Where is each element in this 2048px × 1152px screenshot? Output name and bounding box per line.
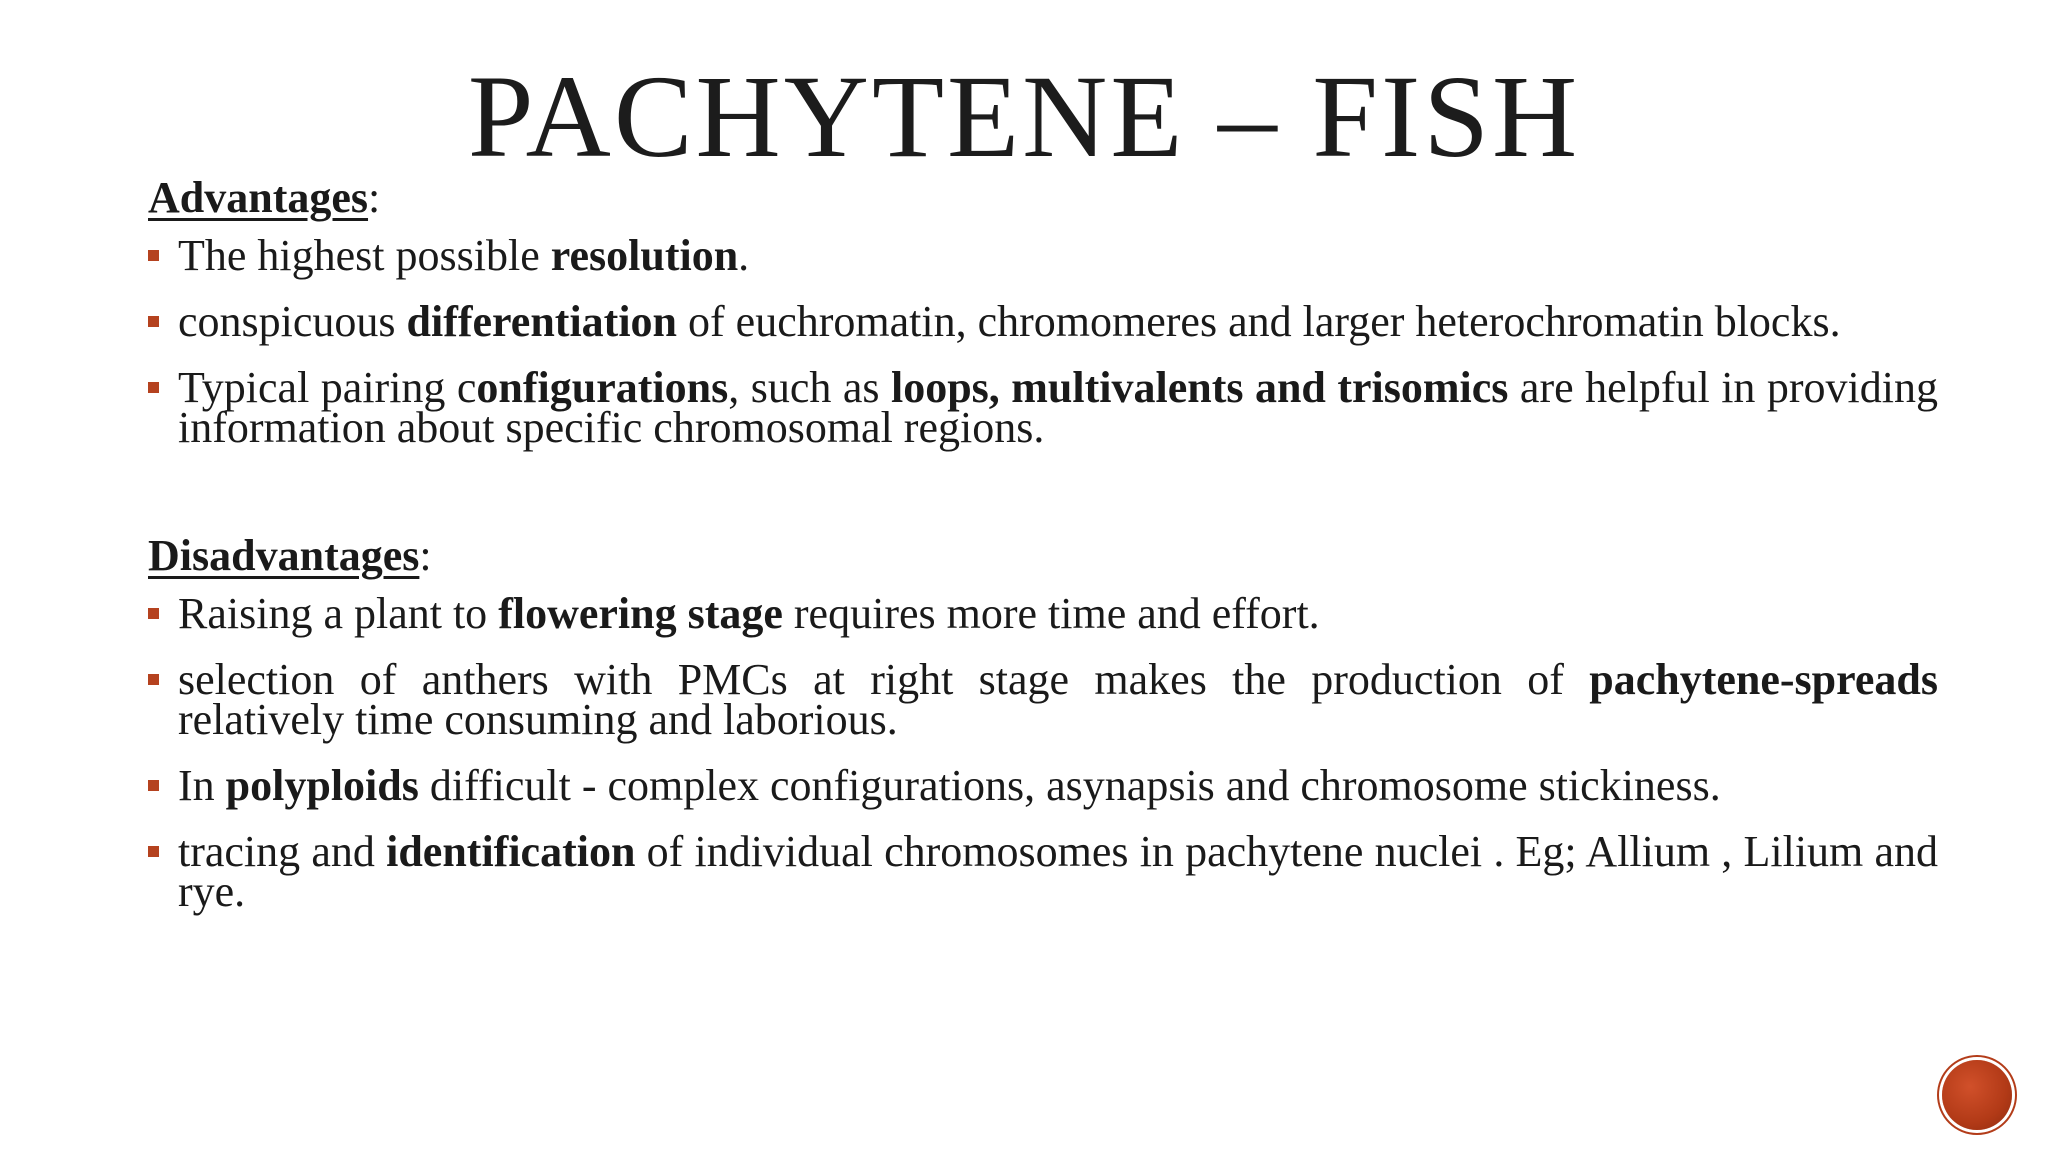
disadvantage-item — [148, 589, 1938, 638]
square-bullet-icon — [148, 250, 159, 261]
text: tracing and — [178, 827, 387, 876]
bold-text: differentiation — [406, 297, 678, 346]
text: difficult - complex configurations, asynapsis and chromosome stickiness. — [418, 761, 1721, 810]
text: are helpful in providing information about specific chromosomal regions. — [178, 363, 1938, 452]
slide-content — [148, 173, 1938, 938]
disadvantage-item — [148, 827, 1938, 916]
bold-text: pachytene-spreads — [1589, 655, 1938, 704]
disadvantages-heading — [148, 531, 1938, 580]
disadvantage-item — [148, 761, 1938, 810]
advantage-item — [148, 363, 1938, 452]
text: of euchromatin, chromomeres and larger heterochromatin blocks. — [677, 297, 1841, 346]
text: The highest possible — [178, 231, 551, 280]
text: . — [738, 231, 750, 280]
text: conspicuous — [178, 297, 407, 346]
slide-title: PACHYTENE – FISH — [467, 51, 1581, 182]
disadvantages-list — [148, 589, 1938, 916]
advantage-item — [148, 297, 1938, 346]
text: Raising a plant to — [178, 589, 499, 638]
bold-text: polyploids — [225, 761, 419, 810]
square-bullet-icon — [148, 608, 159, 619]
square-bullet-icon — [148, 846, 159, 857]
advantages-heading — [148, 173, 1938, 222]
square-bullet-icon — [148, 674, 159, 685]
text: In — [178, 761, 226, 810]
bold-text: resolution — [550, 231, 739, 280]
disadvantage-item — [148, 655, 1938, 744]
advantage-item — [148, 231, 1938, 280]
disadvantages-heading-suffix: : — [419, 531, 432, 580]
text: Typical pairing c — [178, 363, 477, 412]
square-bullet-icon — [148, 316, 159, 327]
bold-text: loops, multivalents and trisomics — [890, 363, 1509, 412]
advantages-heading-text: Advantages — [148, 173, 369, 222]
square-bullet-icon — [148, 382, 159, 393]
text: , such as — [728, 363, 891, 412]
advantages-list — [148, 231, 1938, 452]
text: relatively time consuming and laborious. — [178, 695, 898, 744]
bold-text: onfigurations — [476, 363, 729, 412]
square-bullet-icon — [148, 780, 159, 791]
text: of individual chromosomes in pachytene nuclei . Eg; Allium , Lilium and rye. — [178, 827, 1938, 916]
red-circle-button-icon[interactable] — [1942, 1060, 2012, 1130]
bold-text: identification — [386, 827, 636, 876]
bold-text: flowering stage — [498, 589, 783, 638]
advantages-heading-suffix: : — [368, 173, 381, 222]
disadvantages-heading-text: Disadvantages — [148, 531, 420, 580]
text: requires more time and effort. — [782, 589, 1320, 638]
text: selection of anthers with PMCs at right stage makes the production of — [178, 655, 1590, 704]
